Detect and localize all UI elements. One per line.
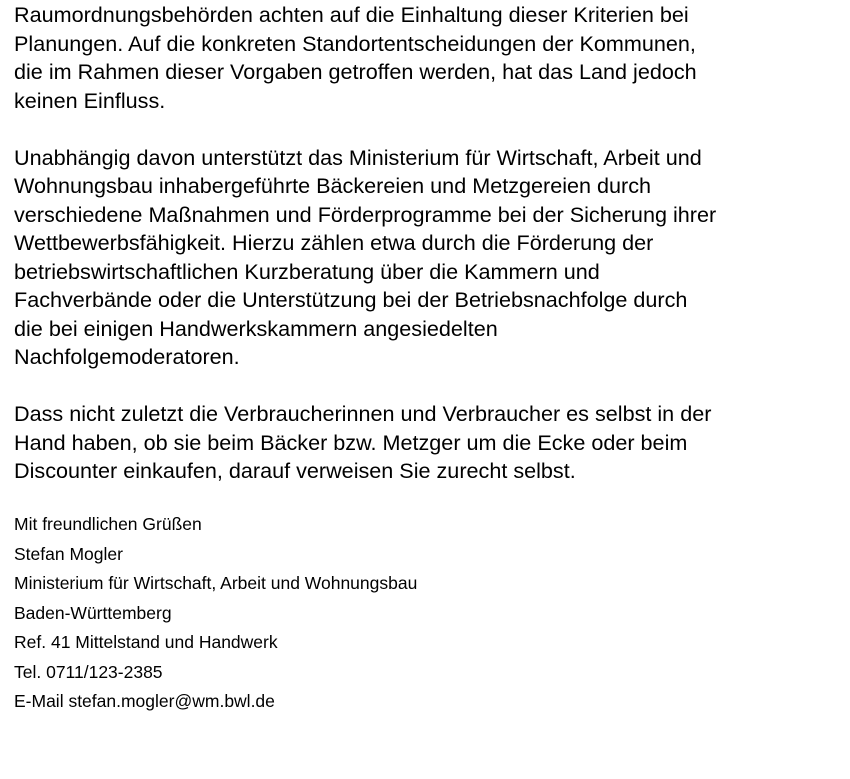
text-line: Raumordnungsbehörden achten auf die Einhaltung dieser Kriterien bei bbox=[14, 2, 689, 27]
text-line: Dass nicht zuletzt die Verbraucherinnen und Verbraucher es selbst in der bbox=[14, 401, 712, 426]
phone-number: Tel. 0711/123-2385 bbox=[14, 661, 163, 682]
text-line: Wohnungsbau inhabergeführte Bäckereien und Metzgereien durch bbox=[14, 173, 652, 198]
closing-greeting: Mit freundlichen Grüßen bbox=[14, 514, 202, 534]
text-line: Hand haben, ob sie beim Bäcker bzw. Metzger um die Ecke oder beim bbox=[14, 429, 688, 455]
paragraph-spacer bbox=[14, 372, 844, 401]
text-line: Discounter einkaufen, darauf verweisen Sie zurecht selbst. bbox=[14, 458, 576, 483]
state-name: Baden-Württemberg bbox=[14, 602, 172, 623]
ministry-name: Ministerium für Wirtschaft, Arbeit und Wohnungsbau bbox=[14, 573, 418, 593]
text-line: keinen Einfluss. bbox=[14, 87, 166, 113]
signature-block bbox=[14, 510, 417, 717]
paragraph-ministry-support bbox=[14, 144, 844, 372]
letter-body bbox=[14, 1, 844, 486]
text-line: Nachfolgemoderatoren. bbox=[14, 344, 240, 369]
paragraph-consumers bbox=[14, 400, 844, 486]
paragraph-spacer bbox=[14, 115, 844, 144]
text-line: betriebswirtschaftlichen Kurzberatung über die Kammern und bbox=[14, 258, 600, 284]
paragraph-planning-authorities bbox=[14, 1, 844, 115]
text-line: Planungen. Auf die konkreten Standortentscheidungen der Kommunen, bbox=[14, 30, 696, 56]
text-line: Unabhängig davon unterstützt das Ministerium für Wirtschaft, Arbeit und bbox=[14, 144, 702, 170]
department-name: Ref. 41 Mittelstand und Handwerk bbox=[14, 632, 278, 652]
text-line: Wettbewerbsfähigkeit. Hierzu zählen etwa durch die Förderung der bbox=[14, 230, 654, 255]
text-line: verschiedene Maßnahmen und Förderprogramme bei der Sicherung ihrer bbox=[14, 201, 717, 227]
text-line: die im Rahmen dieser Vorgaben getroffen werden, hat das Land jedoch bbox=[14, 59, 697, 84]
email-address: E-Mail stefan.mogler@wm.bwl.de bbox=[14, 691, 275, 711]
text-line: Fachverbände oder die Unterstützung bei der Betriebsnachfolge durch bbox=[14, 287, 688, 312]
signer-name: Stefan Mogler bbox=[14, 543, 123, 564]
text-line: die bei einigen Handwerkskammern angesiedelten bbox=[14, 315, 498, 341]
